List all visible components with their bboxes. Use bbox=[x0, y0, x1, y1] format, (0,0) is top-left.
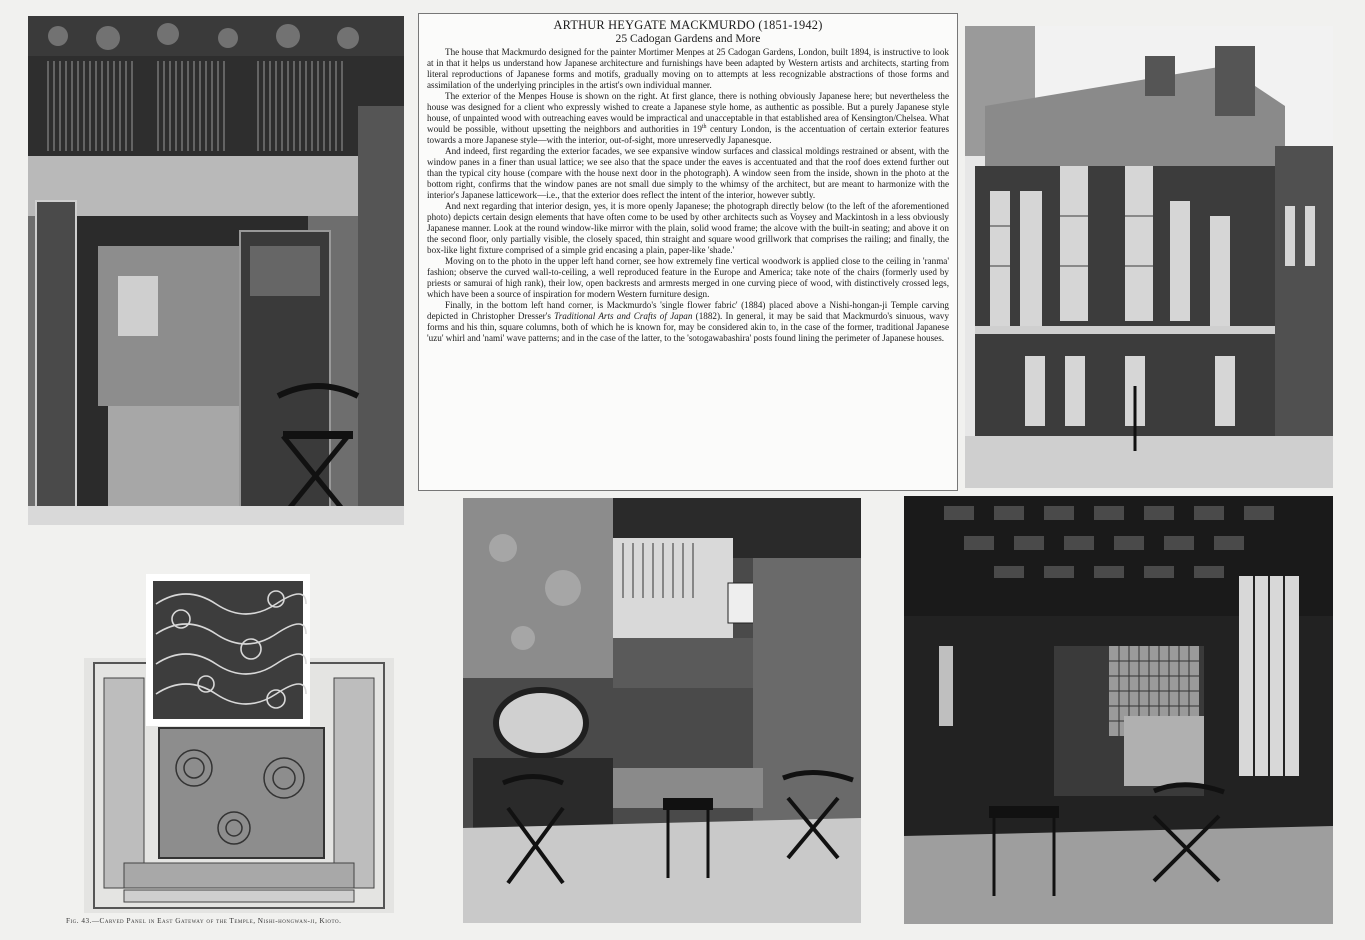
article-paragraph-6 bbox=[427, 300, 949, 344]
photo-single-flower-fabric bbox=[146, 574, 310, 726]
p6-book-title: Traditional Arts and Crafts of Japan bbox=[554, 311, 693, 321]
article-paragraph-3: And indeed, first regarding the exterior facades, we see expansive window surfaces and classical moldings restrained or absent, with the window panes in a finer than usual lattice; we see also that the space under the eaves is accentuated and that the roof does extend further out than the typical city house (compare with the house next door in the photograph). A window seen from the inside, shown in the photo at the bottom right, confirms that the window panes are not small due simply to the whimsy of the architect, but are meant to harmonize with the interior's Japanese latticework—i.e., that the exterior does reflect the intent of the interior, however subtly. bbox=[427, 146, 949, 200]
article-paragraph-5: Moving on to the photo in the upper left hand corner, see how extremely fine vertical woodwork is applied close to the ceiling in 'ranma' fashion; observe the curved wall-to-ceiling, a well reproduced feature in the Europe and America; take note of the chairs (formerly used by priests or samurai of high rank), their low, open backrests and armrests merged in one curving piece of wood, with distinctively crossed legs, which have been a source of inspiration for modern Western furniture design. bbox=[427, 256, 949, 299]
article-title: ARTHUR HEYGATE MACKMURDO (1851-1942) bbox=[553, 18, 823, 32]
article-paragraph-2 bbox=[427, 91, 949, 146]
p6-text-b: (1882). In general, it may be said that Mackmurdo's sinuous, wavy forms and his thin, square columns, both of which he is known for, may be considered akin to, in the case of the former, traditional Japanese 'uzu' whirl and 'nami' wave patterns; and in the case of the latter, to the 'sotogawabashira' posts found lining the perimeter of Japanese houses. bbox=[427, 311, 950, 343]
figure-caption: Fig. 43.—Carved Panel in East Gateway of the Temple, Nishi-hongwan-ji, Kioto. bbox=[66, 917, 342, 925]
article-text-panel bbox=[418, 13, 958, 491]
photo-interior-round-mirror bbox=[463, 498, 861, 923]
photo-interior-lattice-window bbox=[904, 496, 1333, 924]
photo-house-exterior bbox=[965, 26, 1333, 488]
article-paragraph-1: The house that Mackmurdo designed for the painter Mortimer Menpes at 25 Cadogan Gardens, London, built 1894, is instructive to look at in that it helps us understand how Japanese architecture and furnishings have been adapted by Western artists and architects, starting from literal reproductions of Japanese forms and motifs, gradually moving on to attempts at less recognizable abstractions of those forms and assimilation of the underlying principles in the artist's own individual manner. bbox=[427, 47, 949, 90]
p2-sup: th bbox=[701, 123, 707, 130]
photo-interior-doorway bbox=[28, 16, 404, 525]
p2-text-b: century London, is the accentuation of certain exterior features towards a more Japanese style—with the interior, out-of-sight, more unreservedly Japanesque. bbox=[427, 124, 949, 145]
article-subtitle: 25 Cadogan Gardens and More bbox=[615, 32, 761, 45]
p6-text-a: Finally, in the bottom left hand corner, is Mackmurdo's 'single flower fabric' (1884) placed above a Nishi-hongan-ji Temple carving depicted in Christopher Dresser's bbox=[427, 300, 949, 321]
article-paragraph-4: And next regarding that interior design, yes, it is more openly Japanese; the photograph directly below (to the left of the aforementioned photo) depicts certain design elements that have often come to be used by other architects such as Voysey and Mackintosh in a less obviously Japanese manner. Look at the round window-like mirror with the plain, solid wood frame; the alcove with the built-in seating; and above it on the second floor, only partially visible, the closely spaced, thin straight and square wood grillwork that comprises the railing; and finally, the box-like light fixture comprised of a simple grid encasing a plain, paper-like 'shade.' bbox=[427, 201, 949, 255]
p2-text-a: The exterior of the Menpes House is shown on the right. At first glance, there is nothing obviously Japanese here; but nevertheless the house was designed for a client who expressly wished to create a Japanese style home, as authentic as possible. But a purely Japanese style house, of unpainted wood with outreaching eaves would be impractical and unacceptable in that established area of Kensington/Chelsea. What would be possible, without upsetting the neighbors and authorities in 19 bbox=[427, 91, 949, 134]
